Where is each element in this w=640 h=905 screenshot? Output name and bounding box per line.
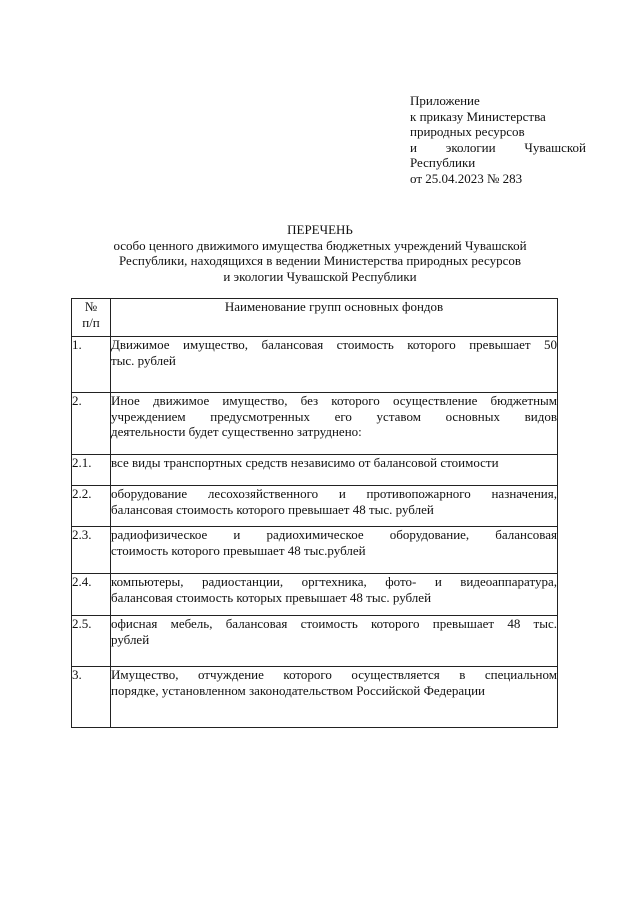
row-description (111, 527, 558, 574)
table-row (72, 574, 558, 616)
row-description-line: балансовая стоимость которых превышает 48 тыс. рублей (111, 589, 432, 605)
table-body (72, 337, 558, 728)
document-subtitle-line: и экологии Чувашской Республики (223, 268, 417, 284)
column-header-number-pp: п/п (82, 314, 100, 330)
row-description-line: рублей (111, 631, 150, 647)
row-description-line: порядке, установленном законодательством Российской Федерации (111, 682, 486, 698)
appendix-ecology-line (410, 140, 586, 156)
appendix-word: и (410, 139, 417, 155)
row-description-line: стоимость которого превышает 48 тыс.рублей (111, 542, 366, 558)
appendix-block (410, 93, 586, 186)
row-number: 2.5. (72, 616, 111, 667)
appendix-word: Чувашской (524, 139, 586, 155)
row-description-line: все виды транспортных средств независимо от балансовой стоимости (111, 455, 499, 470)
document-title: ПЕРЕЧЕНЬ (287, 222, 353, 237)
row-description-line: деятельности будет существенно затруднено: (111, 424, 362, 439)
appendix-date-number: от 25.04.2023 № 283 (410, 170, 523, 186)
table-row (72, 393, 558, 455)
row-number: 1. (72, 337, 111, 393)
appendix-title: Приложение (410, 93, 480, 108)
appendix-republic-line: Республики (410, 155, 476, 170)
column-header-name: Наименование групп основных фондов (111, 299, 558, 337)
table-row (72, 616, 558, 667)
appendix-word: экологии (445, 139, 496, 155)
assets-table (71, 298, 558, 728)
row-description (111, 667, 558, 728)
row-description (111, 616, 558, 667)
row-number: 2.1. (72, 455, 111, 486)
table-row (72, 455, 558, 486)
row-description-line: Имущество, отчуждение которого осуществляется в специальном (111, 667, 557, 682)
row-description (111, 486, 558, 527)
row-description-line: Движимое имущество, балансовая стоимость которого превышает 50 (111, 337, 557, 352)
column-header-number-sign: № (84, 299, 98, 314)
row-description-line: тыс. рублей (111, 352, 176, 368)
row-number: 2.3. (72, 527, 111, 574)
row-description-line: компьютеры, радиостанции, оргтехника, фото- и видеоаппаратура, (111, 574, 557, 589)
row-description-line: оборудование лесохозяйственного и противопожарного назначения, (111, 486, 557, 501)
row-number: 3. (72, 667, 111, 728)
row-description-line: балансовая стоимость которого превышает 48 тыс. рублей (111, 501, 434, 517)
document-heading (80, 222, 560, 284)
table-row (72, 486, 558, 527)
row-number: 2. (72, 393, 111, 455)
row-number: 2.2. (72, 486, 111, 527)
document-subtitle-line: Республики, находящихся в ведении Министерства природных ресурсов (118, 253, 522, 268)
table-row (72, 667, 558, 728)
appendix-order-line: к приказу Министерства (410, 108, 546, 124)
row-description-line: учреждением предусмотренных его уставом основных видов (111, 408, 557, 424)
table-header-row (72, 299, 558, 337)
row-description-line: офисная мебель, балансовая стоимость которого превышает 48 тыс. (111, 616, 557, 631)
row-number: 2.4. (72, 574, 111, 616)
row-description (111, 393, 558, 455)
row-description (111, 337, 558, 393)
document-subtitle-line: особо ценного движимого имущества бюджетных учреждений Чувашской (113, 237, 527, 253)
row-description (111, 574, 558, 616)
table-row (72, 527, 558, 574)
table-row (72, 337, 558, 393)
row-description-line: радиофизическое и радиохимическое оборудование, балансовая (111, 527, 557, 542)
row-description (111, 455, 558, 486)
column-header-number (72, 299, 111, 337)
appendix-ministry-line: природных ресурсов (410, 124, 525, 139)
row-description-line: Иное движимое имущество, без которого осуществление бюджетным (111, 393, 557, 408)
